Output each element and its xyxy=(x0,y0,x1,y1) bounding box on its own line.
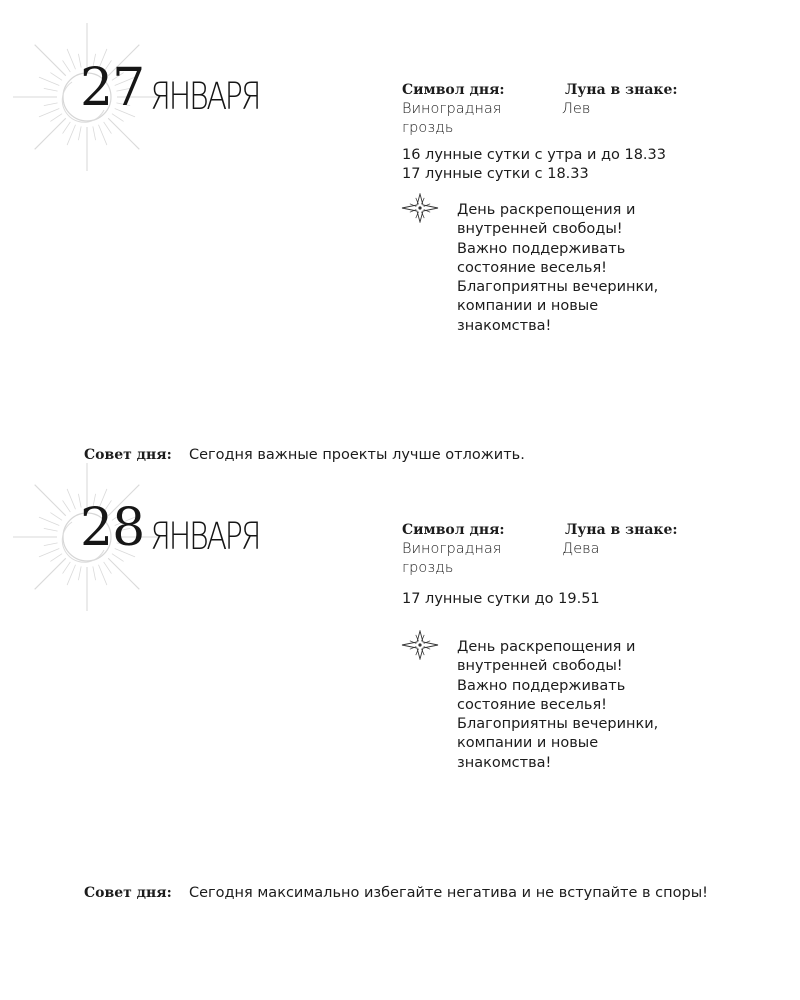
lunar-line: 17 лунные сутки до 19.51 xyxy=(402,591,600,607)
description-line: знакомства! xyxy=(457,754,552,771)
day-description xyxy=(457,201,717,336)
day-description xyxy=(457,638,717,773)
description-line: состояние веселья! xyxy=(457,696,607,713)
description-line: День раскрепощения и xyxy=(457,202,636,218)
day-number: 27 xyxy=(80,58,145,118)
lunar-line: 16 лунные сутки с утра и до 18.33 xyxy=(402,147,666,163)
moon-label: Луна в знаке: xyxy=(565,522,678,538)
description-line: знакомства! xyxy=(457,317,552,334)
symbol-label: Символ дня: xyxy=(402,82,505,98)
advice-label: Совет дня: xyxy=(84,885,172,901)
moon-label: Луна в знаке: xyxy=(565,82,678,98)
description-line: компании и новые xyxy=(457,298,599,315)
symbol-value: Виноградная гроздь xyxy=(402,101,502,136)
symbol-label: Символ дня: xyxy=(402,522,505,538)
compass-star-icon xyxy=(398,193,442,223)
day-entry-27 xyxy=(0,0,800,463)
advice-text: Сегодня важные проекты лучше отложить. xyxy=(189,447,525,463)
moon-value: Дева xyxy=(562,541,600,557)
moon-value: Лев xyxy=(562,101,591,117)
day-entry-28 xyxy=(0,440,800,901)
lunar-line: 17 лунные сутки с 18.33 xyxy=(402,165,589,182)
advice-text: Сегодня максимально избегайте негатива и не вступайте в споры! xyxy=(189,885,708,901)
description-line: состояние веселья! xyxy=(457,259,607,276)
lunar-days xyxy=(402,590,600,609)
description-line: внутренней свободы! xyxy=(457,221,623,238)
day-number: 28 xyxy=(80,498,145,558)
month-name: ЯНВАРЯ xyxy=(150,75,260,118)
description-line: внутренней свободы! xyxy=(457,658,623,675)
description-line: Важно поддерживать xyxy=(457,240,626,257)
description-line: Важно поддерживать xyxy=(457,677,626,694)
symbol-value: Виноградная гроздь xyxy=(402,541,502,576)
description-line: компании и новые xyxy=(457,735,599,752)
description-line: День раскрепощения и xyxy=(457,639,636,655)
compass-star-icon xyxy=(398,630,442,660)
description-line: Благоприятны вечеринки, xyxy=(457,716,659,733)
lunar-days xyxy=(402,146,666,183)
advice-label: Совет дня: xyxy=(84,447,172,463)
description-line: Благоприятны вечеринки, xyxy=(457,279,659,296)
month-name: ЯНВАРЯ xyxy=(150,515,260,558)
